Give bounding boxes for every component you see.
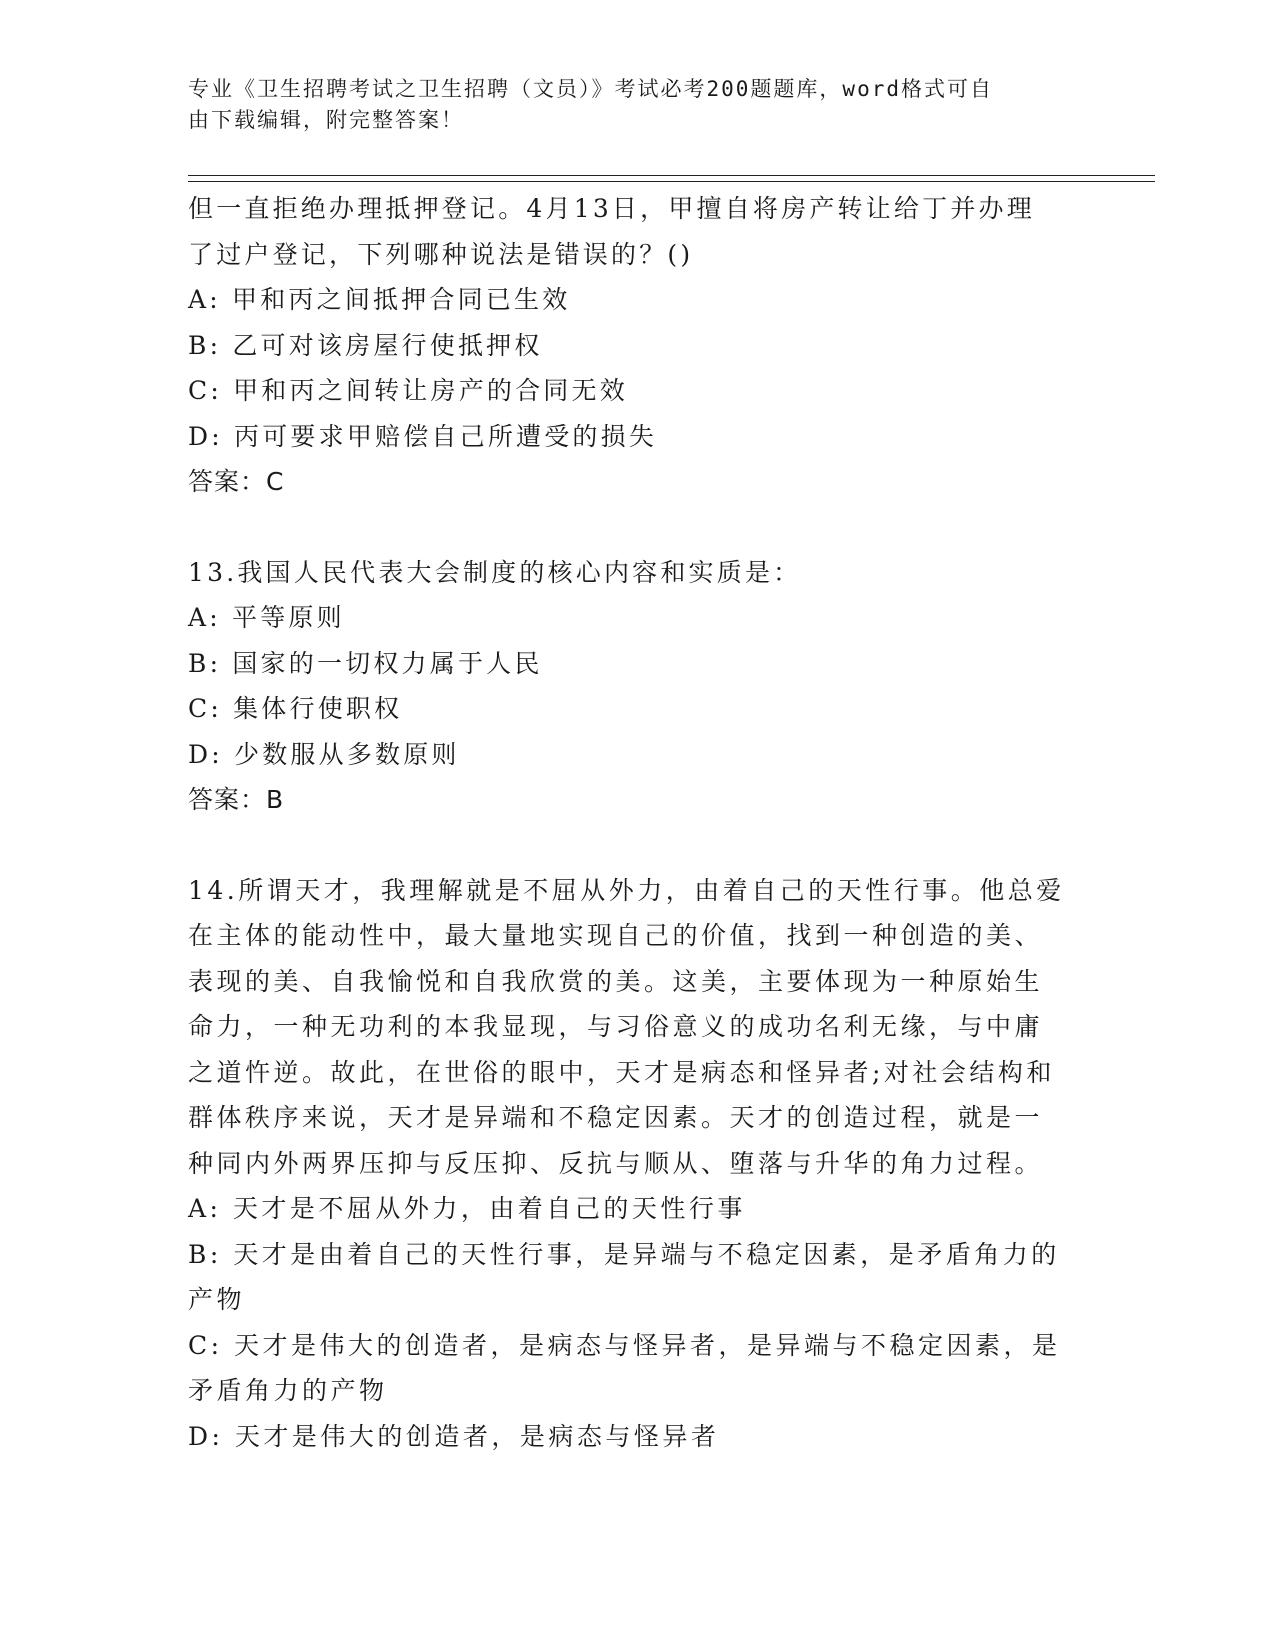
question-stem-line: 14.所谓天才，我理解就是不屈从外力，由着自己的天性行事。他总爱 — [188, 875, 1065, 905]
option-d: D: 少数服从多数原则 — [188, 739, 460, 769]
question-stem-line: 之道忤逆。故此，在世俗的眼中，天才是病态和怪异者;对社会结构和 — [188, 1057, 1055, 1087]
question-stem-line: 在主体的能动性中，最大量地实现自己的价值，找到一种创造的美、 — [188, 921, 1044, 950]
option-b: B: 天才是由着自己的天性行事，是异端与不稳定因素，是矛盾角力的 — [188, 1239, 1060, 1269]
option-b: B: 国家的一切权力属于人民 — [188, 648, 543, 678]
question-stem-line: 了过户登记，下列哪种说法是错误的？() — [188, 239, 694, 269]
option-a: A: 甲和丙之间抵押合同已生效 — [188, 285, 571, 314]
option-a: A: 平等原则 — [188, 603, 345, 632]
question-13 — [188, 550, 1088, 823]
option-b: B: 乙可对该房屋行使抵押权 — [188, 330, 543, 360]
question-stem-line: 种同内外两界压抑与反压抑、反抗与顺从、堕落与升华的角力过程。 — [188, 1148, 1044, 1178]
question-content — [188, 186, 1088, 1459]
question-stem-line: 表现的美、自我愉悦和自我欣赏的美。这美，主要体现为一种原始生 — [188, 966, 1044, 996]
header-line-2: 由下载编辑，附完整答案！ — [188, 108, 464, 132]
spacer — [188, 823, 1088, 868]
option-c: C: 集体行使职权 — [188, 694, 403, 723]
option-c-continued: 矛盾角力的产物 — [188, 1376, 388, 1405]
option-d: D: 天才是伟大的创造者，是病态与怪异者 — [188, 1421, 720, 1451]
question-14 — [188, 868, 1088, 1460]
option-b-continued: 产物 — [188, 1285, 246, 1314]
option-c: C: 天才是伟大的创造者，是病态与怪异者，是异端与不稳定因素，是 — [188, 1330, 1061, 1360]
question-stem: 13.我国人民代表大会制度的核心内容和实质是： — [188, 557, 802, 587]
question-stem-line: 群体秩序来说，天才是异端和不稳定因素。天才的创造过程，就是一 — [188, 1103, 1044, 1132]
header-divider-bottom — [188, 181, 1155, 182]
document-header — [188, 74, 1068, 136]
header-divider-top — [188, 175, 1155, 176]
header-line-1: 专业《卫生招聘考试之卫生招聘（文员）》考试必考200题题库，word格式可自 — [188, 77, 993, 101]
question-stem-line: 命力，一种无功利的本我显现，与习俗意义的成功名利无缘，与中庸 — [188, 1012, 1044, 1041]
option-d: D: 丙可要求甲赔偿自己所遭受的损失 — [188, 421, 658, 451]
question-stem-line: 但一直拒绝办理抵押登记。4月13日，甲擅自将房产转让给丁并办理 — [188, 194, 1035, 223]
option-a: A: 天才是不屈从外力，由着自己的天性行事 — [188, 1194, 746, 1223]
question-12 — [188, 186, 1088, 505]
answer-label: 答案：B — [188, 785, 285, 814]
spacer — [188, 505, 1088, 550]
option-c: C: 甲和丙之间转让房产的合同无效 — [188, 376, 628, 405]
answer-label: 答案：C — [188, 467, 285, 496]
